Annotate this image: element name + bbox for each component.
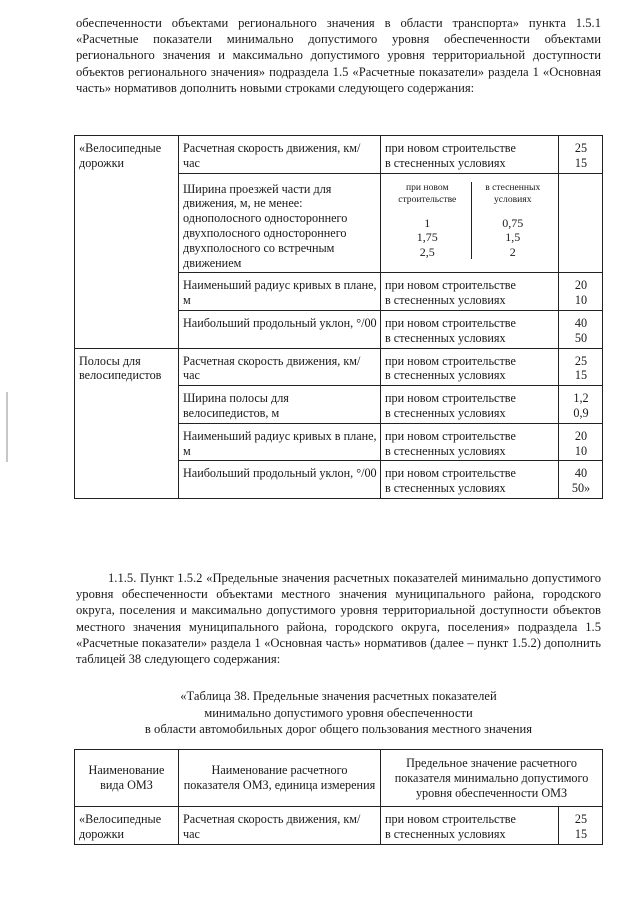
- condition-cell: [381, 348, 559, 386]
- subcolumn-constrained: [471, 182, 554, 260]
- value-constrained: 15: [574, 827, 588, 842]
- condition-cell: [381, 310, 559, 348]
- bicycle-norms-table: [74, 135, 603, 499]
- table-caption: [76, 688, 601, 738]
- value-new: 20: [574, 428, 588, 443]
- intro-paragraph: обеспеченности объектами регионального значения в области транспорта» пункта 1.5.1 «Расчетные показатели минимально допустимого уровня обеспеченности объектами регионального значения и максимально допустимого уровня территориальной доступности объектов регионального значения» подраздела 1.5 «Расчетные показатели» раздела 1 «Основная часть» нормативов дополнить новыми строками следующего содержания:: [76, 16, 601, 95]
- caption-line: в области автомобильных дорог общего пользования местного значения: [144, 722, 533, 737]
- indicator-cell: Наименьший радиус кривых в плане, м: [179, 273, 381, 311]
- condition-cell: [381, 423, 559, 461]
- value-constrained: 10: [574, 293, 588, 308]
- value-cell: [559, 423, 603, 461]
- condition-new: при новом строительстве: [385, 353, 516, 368]
- group-name-cell: Полосы для велосипедистов: [75, 348, 179, 498]
- value-constrained: 15: [574, 368, 588, 383]
- header-limit-value: Предельное значение расчетного показателя минимально допустимого уровня обеспеченности ОМЗ: [381, 750, 603, 807]
- value-constrained: 10: [574, 443, 588, 458]
- lane-width-subtable-cell: [381, 173, 559, 273]
- value-new: 1,2: [573, 391, 589, 406]
- condition-cell: [381, 136, 559, 174]
- value-new: 40: [574, 315, 588, 330]
- condition-constrained: в стесненных условиях: [385, 481, 506, 496]
- clause-paragraph: 1.1.5. Пункт 1.5.2 «Предельные значения расчетных показателей минимально допустимого уровня обеспеченности объектами местного значения муниципального района, городского округа, поселения и максимально допустимого уровня территориальной доступности объектов местного значения муниципального района, городского округа, поселения» подраздела 1.5 «Расчетные показатели» раздела 1 «Основная часть» нормативов (далее – пункт 1.5.2) дополнить таблицей 38 следующего содержания:: [76, 571, 601, 667]
- condition-new: при новом строительстве: [385, 466, 516, 481]
- value-cell: [559, 386, 603, 424]
- table-row: [75, 807, 603, 845]
- table-header-row: [75, 750, 603, 807]
- value-cell: [559, 136, 603, 174]
- condition-new: при новом строительстве: [385, 391, 516, 406]
- caption-line: минимально допустимого уровня обеспеченности: [204, 705, 473, 720]
- condition-new: при новом строительстве: [385, 428, 516, 443]
- indicator-cell: Наибольший продольный уклон, °/00: [179, 310, 381, 348]
- caption-line: «Таблица 38. Предельные значения расчетных показателей: [180, 689, 497, 703]
- condition-cell: [381, 386, 559, 424]
- scan-margin-mark: [6, 392, 8, 462]
- table-38: [74, 749, 603, 845]
- condition-new: при новом строительстве: [385, 278, 516, 293]
- indicator-cell: Расчетная скорость движения, км/час: [179, 807, 381, 845]
- value-new: 25: [574, 353, 588, 368]
- condition-constrained: в стесненных условиях: [385, 293, 506, 308]
- condition-constrained: в стесненных условиях: [385, 368, 506, 383]
- value-cell: [559, 310, 603, 348]
- value-cell: [559, 807, 603, 845]
- condition-constrained: в стесненных условиях: [385, 443, 506, 458]
- value-constrained: 50»: [571, 481, 591, 496]
- value-cell: [559, 461, 603, 499]
- value-cell: [559, 348, 603, 386]
- table-row: [75, 348, 603, 386]
- value-single-lane-constrained: 0,75: [502, 215, 524, 230]
- indicator-cell: Наименьший радиус кривых в плане, м: [179, 423, 381, 461]
- table-row: [75, 136, 603, 174]
- condition-new: при новом строительстве: [385, 812, 516, 827]
- header-omz-type: Наименование вида ОМЗ: [75, 750, 179, 807]
- value-new: 25: [574, 812, 588, 827]
- subheader-new: при новом строительстве: [398, 181, 457, 205]
- condition-cell: [381, 807, 559, 845]
- indicator-cell: Наибольший продольный уклон, °/00: [179, 461, 381, 499]
- condition-constrained: в стесненных условиях: [385, 405, 506, 420]
- value-two-lane-new: 1,75: [416, 230, 438, 245]
- value-new: 40: [574, 466, 588, 481]
- condition-constrained: в стесненных условиях: [385, 827, 506, 842]
- condition-constrained: в стесненных условиях: [385, 155, 506, 170]
- subcolumn-new: [386, 182, 468, 260]
- value-new: 25: [574, 141, 588, 155]
- value-single-lane-new: 1: [424, 215, 431, 230]
- value-cell: [559, 273, 603, 311]
- condition-cell: [381, 273, 559, 311]
- group-name-cell: «Велосипедные дорожки: [75, 807, 179, 845]
- empty-cell: [559, 173, 603, 273]
- lane-width-subtable: [385, 182, 555, 260]
- indicator-cell: Ширина полосы для велосипедистов, м: [179, 386, 381, 424]
- condition-new: при новом строительстве: [385, 315, 516, 330]
- value-two-way-new: 2,5: [419, 244, 435, 259]
- indicator-cell: Расчетная скорость движения, км/час: [179, 348, 381, 386]
- value-constrained: 0,9: [573, 405, 589, 420]
- indicator-cell: Расчетная скорость движения, км/час: [179, 136, 381, 174]
- value-two-lane-constrained: 1,5: [505, 230, 521, 245]
- subheader-constrained: в стесненных условиях: [485, 181, 541, 205]
- condition-new: при новом строительстве: [385, 141, 516, 155]
- condition-constrained: в стесненных условиях: [385, 330, 506, 345]
- header-indicator: Наименование расчетного показателя ОМЗ, единица измерения: [179, 750, 381, 807]
- value-constrained: 50: [574, 330, 588, 345]
- value-two-way-constrained: 2: [509, 244, 516, 259]
- condition-cell: [381, 461, 559, 499]
- value-constrained: 15: [574, 155, 588, 170]
- indicator-cell: Ширина проезжей части для движения, м, не менее: однополосного одностороннего двухполосного одностороннего двухполосного со встречным движением: [179, 173, 381, 273]
- value-new: 20: [574, 278, 588, 293]
- group-name-cell: «Велосипедные дорожки: [75, 136, 179, 349]
